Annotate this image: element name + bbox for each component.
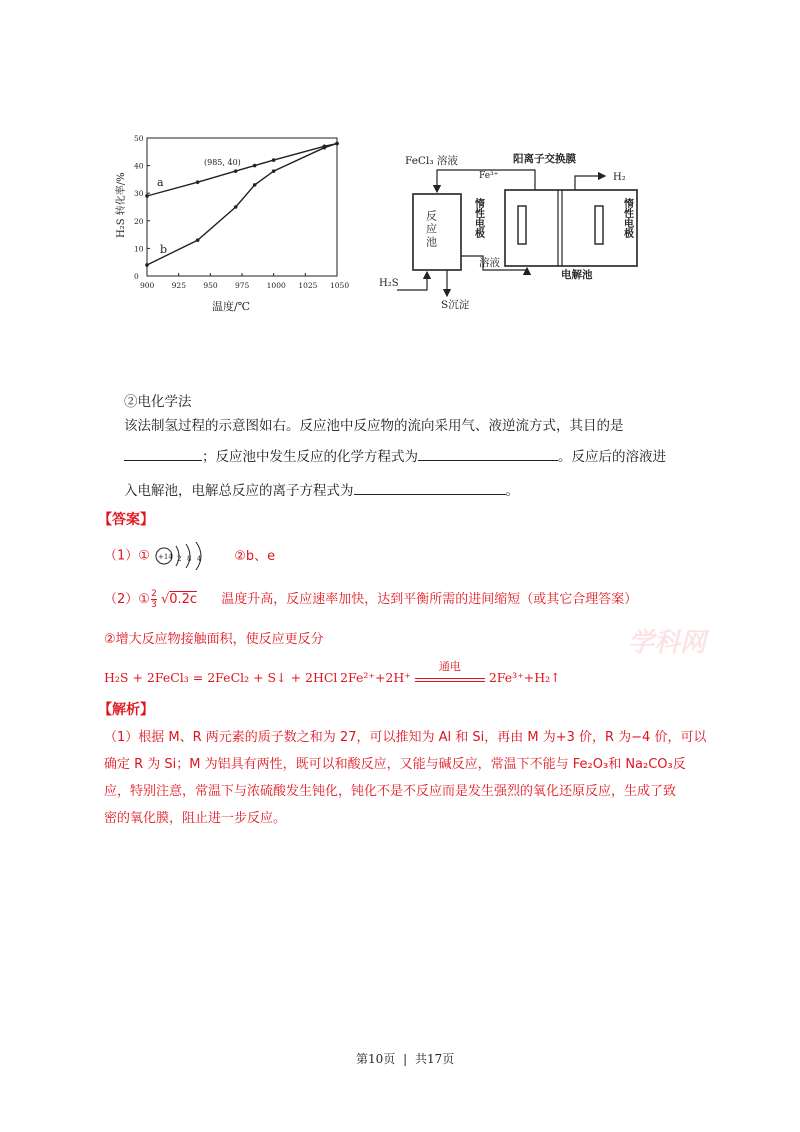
x-tick-label: 1000: [266, 281, 286, 290]
x-tick-label: 1025: [298, 281, 318, 290]
electrode-right-label: 惰性电极: [621, 198, 633, 238]
answer-2-part2: ②增大反应物接触面积，使反应更反分: [104, 632, 324, 647]
membrane-label: 阳离子交换膜: [513, 153, 576, 165]
reactor-label: 反应池: [424, 210, 438, 249]
page-total: 共17页: [414, 1052, 455, 1066]
electrolysis-condition: 通电: [415, 671, 485, 685]
root-sign-icon: √: [160, 592, 170, 607]
x-tick-label: 900: [140, 281, 155, 290]
chart-ticks: [134, 134, 349, 290]
page-separator: |: [403, 1052, 408, 1066]
question-line-2: [124, 446, 666, 468]
h2s-flow: [397, 272, 427, 290]
series-point-b: [145, 263, 149, 267]
answer-1: [104, 542, 275, 572]
equation-2-left: 2Fe²⁺+2H⁺: [340, 670, 411, 685]
fraction: $\frac{2}{3}$: [151, 589, 157, 610]
electrode-left-label: 惰性电极: [472, 198, 484, 238]
answer-blank-2[interactable]: [418, 447, 558, 461]
series-point-a: [145, 194, 149, 198]
electrolysis-diagram: [375, 148, 655, 313]
svg-text:8: 8: [187, 555, 192, 563]
answer-1-prefix: （1）①: [104, 548, 150, 564]
h2-flow: [575, 176, 605, 190]
analysis-line-1: （1）根据 M、R 两元素的质子数之和为 27，可以推知为 Al 和 Si，再由 M 为+3 价，R 为−4 价，可以: [104, 730, 707, 745]
analysis-heading: 【解析】: [98, 702, 154, 718]
question-line-2-end: 。反应后的溶液进: [558, 449, 666, 465]
chart-series: [145, 142, 339, 267]
series-point-a: [272, 158, 276, 162]
equation-1: H₂S + 2FeCl₃ = 2FeCl₂ + S↓ + 2HCl: [104, 670, 338, 685]
equation-2: [340, 660, 561, 685]
page-footer: [356, 1050, 454, 1067]
y-tick-label: 0: [134, 272, 139, 281]
answer-2-prefix: （2）①: [104, 592, 150, 607]
s-label: S沉淀: [441, 299, 470, 311]
series-line-b: [147, 144, 337, 266]
solution-label: 溶液: [479, 257, 500, 269]
atom-structure-icon: [154, 542, 234, 570]
question-line-2-mid: ；反应池中发生反应的化学方程式为: [202, 449, 418, 465]
answer-1-part2: ②b、e: [234, 548, 276, 564]
series-label-a: a: [157, 176, 164, 189]
svg-text:+14: +14: [158, 553, 173, 561]
electrode-right: [595, 206, 603, 244]
answer-heading: 【答案】: [98, 512, 154, 528]
y-tick-label: 30: [134, 189, 144, 199]
y-tick-label: 40: [134, 161, 144, 171]
question-line-3-end: 。: [505, 483, 519, 499]
y-tick-label: 10: [134, 244, 144, 254]
chart-annotation: (985, 40): [204, 158, 241, 167]
chart-axes: [147, 138, 337, 276]
analysis-line-4: 密的氧化膜，阻止进一步反应。: [104, 811, 287, 826]
x-tick-label: 950: [203, 281, 218, 290]
analysis-line-2: 确定 R 为 Si；M 为铝具有两性，既可以和酸反应，又能与碱反应，常温下不能与 Fe₂O₃和 Na₂CO₃反: [104, 757, 686, 772]
fe3-label: Fe³⁺: [479, 171, 499, 181]
chart-xlabel: 温度/℃: [212, 300, 251, 313]
h2s-label: H₂S: [379, 278, 399, 289]
series-point-b: [253, 183, 257, 187]
y-tick-label: 20: [134, 216, 144, 226]
cell-box: [505, 190, 637, 266]
root-value: 0.2c: [169, 592, 198, 607]
electrode-left: [518, 206, 526, 244]
series-point-a: [234, 169, 238, 173]
x-tick-label: 925: [171, 281, 186, 290]
question-line-3: [124, 480, 519, 502]
series-point-a: [253, 164, 257, 168]
h2-label: H₂: [613, 172, 626, 183]
fecl3-label: FeCl₃ 溶液: [405, 155, 458, 167]
answer-2: [104, 588, 637, 616]
y-tick-label: 50: [134, 134, 144, 143]
conversion-chart: [112, 128, 357, 318]
series-point-b: [196, 238, 200, 242]
series-point-a: [196, 180, 200, 184]
series-point-b: [234, 205, 238, 209]
svg-text:2: 2: [177, 555, 182, 563]
series-line-a: [147, 144, 337, 197]
watermark: 学科网: [628, 628, 707, 658]
question-heading: ②电化学法: [124, 394, 192, 410]
question-line-1: 该法制氢过程的示意图如右。反应池中反应物的流向采用气、液逆流方式，其目的是: [124, 418, 624, 434]
cell-label: 电解池: [561, 269, 593, 281]
x-tick-label: 1050: [330, 281, 350, 290]
chart-ylabel: H₂S 转化率/%: [116, 172, 127, 238]
svg-text:4: 4: [197, 555, 202, 563]
series-label-b: b: [160, 243, 168, 256]
plot-frame: [147, 138, 337, 276]
series-point-b: [323, 146, 327, 150]
question-line-3-text: 入电解池，电解总反应的离子方程式为: [124, 483, 354, 499]
answer-blank-1[interactable]: [124, 447, 202, 461]
x-tick-label: 975: [235, 281, 250, 290]
page-number: 第10页: [356, 1052, 396, 1066]
analysis-line-3: 应，特别注意，常温下与浓硫酸发生钝化，钝化不是不反应而是发生强烈的氧化还原反应，生成了致: [104, 784, 677, 799]
series-point-b: [272, 169, 276, 173]
series-point-b: [335, 142, 339, 146]
answer-2-text: 温度升高，反应速率加快，达到平衡所需的进间缩短（或其它合理答案）: [221, 592, 638, 607]
equation-2-right: 2Fe³⁺+H₂↑: [488, 670, 561, 685]
answer-blank-3[interactable]: [354, 481, 506, 495]
